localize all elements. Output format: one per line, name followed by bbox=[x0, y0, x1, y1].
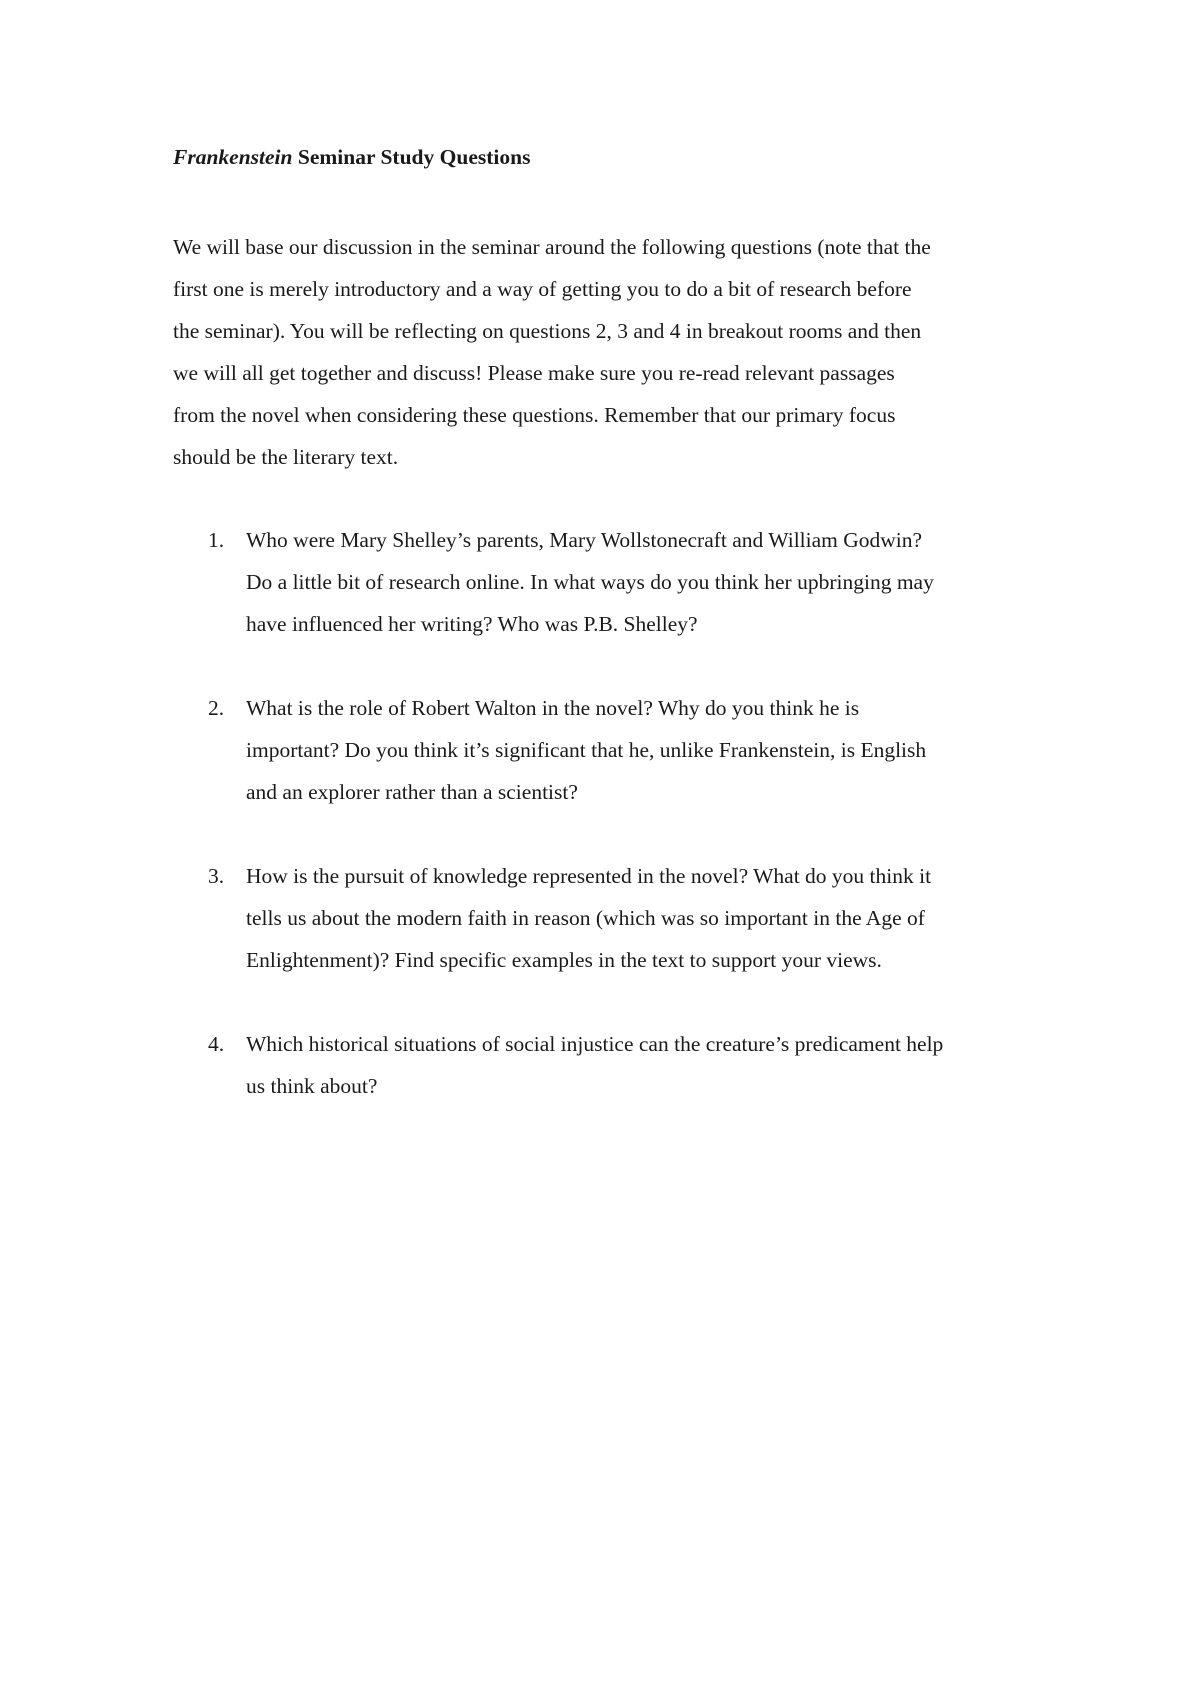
question-line: important? Do you think it’s significant that he, unlike Frankenstein, is English bbox=[246, 738, 927, 762]
question-text bbox=[246, 855, 1056, 981]
question-line: and an explorer rather than a scientist? bbox=[246, 780, 578, 804]
question-line: How is the pursuit of knowledge represented in the novel? What do you think it bbox=[246, 864, 932, 888]
question-line: Who were Mary Shelley’s parents, Mary Wollstonecraft and William Godwin? bbox=[246, 528, 923, 552]
question-line: What is the role of Robert Walton in the novel? Why do you think he is bbox=[246, 696, 860, 720]
intro-line: first one is merely introductory and a way of getting you to do a bit of research before bbox=[173, 277, 912, 301]
question-line: tells us about the modern faith in reason (which was so important in the Age of bbox=[246, 906, 925, 930]
question-number: 3. bbox=[208, 864, 225, 888]
title-rest-part: Seminar Study Questions bbox=[292, 145, 531, 169]
question-number: 1. bbox=[208, 528, 225, 552]
intro-line: from the novel when considering these questions. Remember that our primary focus bbox=[173, 403, 896, 427]
intro-line: we will all get together and discuss! Please make sure you re-read relevant passages bbox=[173, 361, 895, 385]
question-text bbox=[246, 687, 1056, 813]
question-line: have influenced her writing? Who was P.B. Shelley? bbox=[246, 612, 698, 636]
title-italic-part: Frankenstein bbox=[173, 145, 293, 169]
intro-line: should be the literary text. bbox=[173, 445, 399, 469]
intro-line: We will base our discussion in the seminar around the following questions (note that the bbox=[173, 235, 931, 259]
question-number: 2. bbox=[208, 696, 225, 720]
question-line: Enlightenment)? Find specific examples in the text to support your views. bbox=[246, 948, 882, 972]
question-line: Do a little bit of research online. In what ways do you think her upbringing may bbox=[246, 570, 934, 594]
document-title bbox=[173, 143, 530, 171]
intro-paragraph bbox=[173, 226, 1053, 478]
question-text bbox=[246, 519, 1056, 645]
question-number: 4. bbox=[208, 1032, 225, 1056]
question-text bbox=[246, 1023, 1056, 1107]
question-line: us think about? bbox=[246, 1074, 378, 1098]
intro-line: the seminar). You will be reflecting on questions 2, 3 and 4 in breakout rooms and then bbox=[173, 319, 922, 343]
question-line: Which historical situations of social injustice can the creature’s predicament help bbox=[246, 1032, 944, 1056]
